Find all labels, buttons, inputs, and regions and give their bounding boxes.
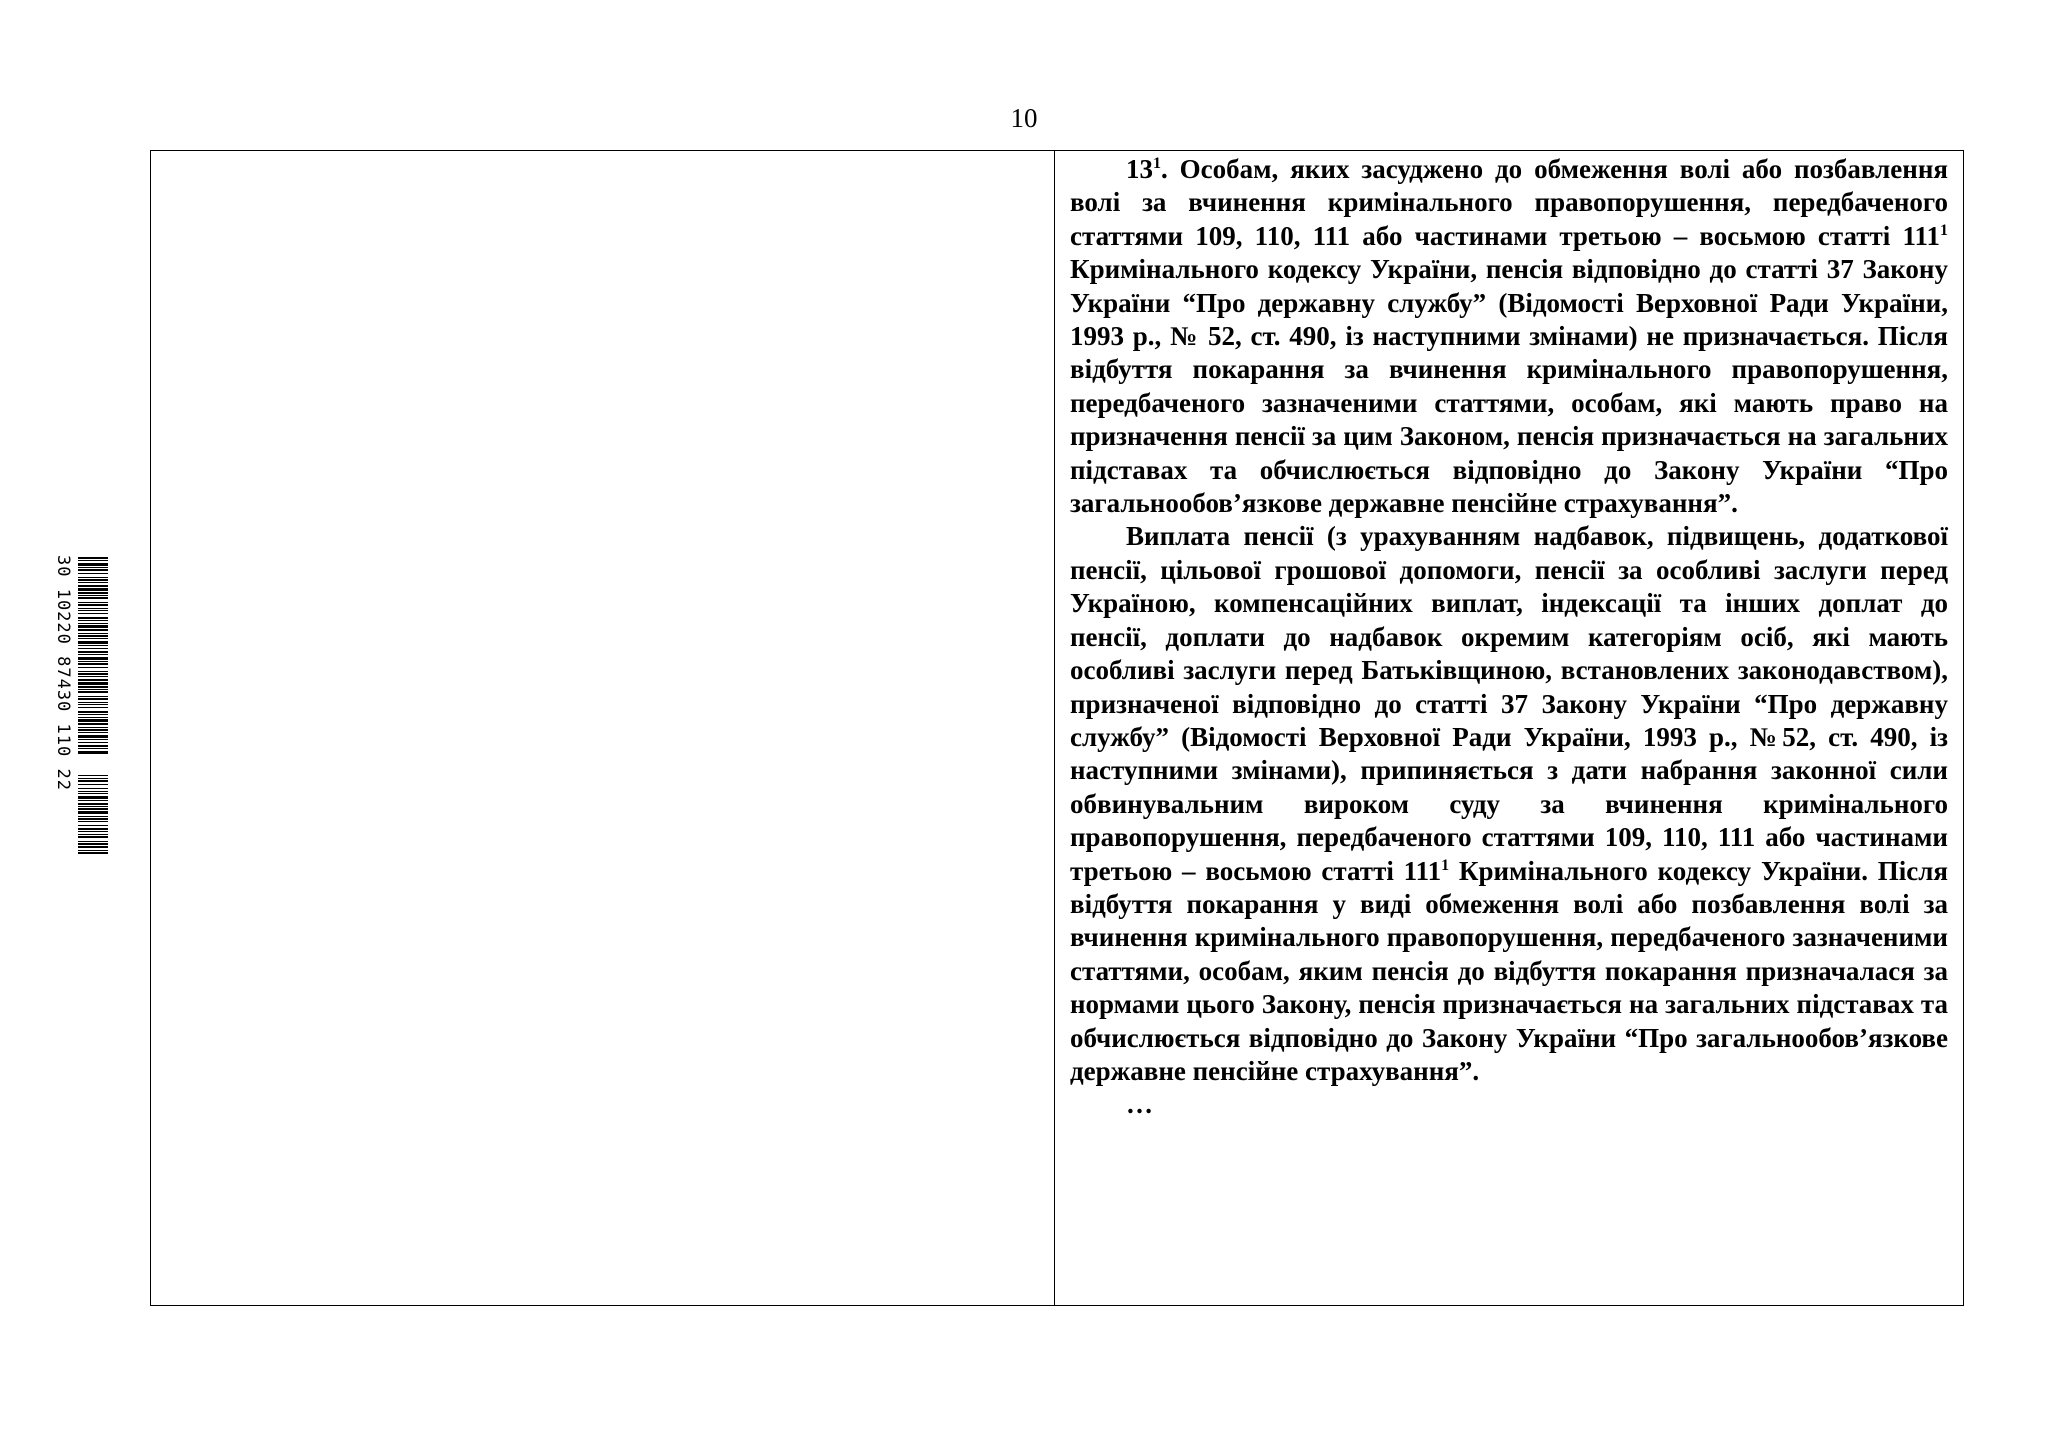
paragraph-text-part-1: . Особам, яких засуджено до обмеження волі або позбавлення волі за вчинення кримінального правопорушення, передбаченого статтями 109, 110, 111 або частинами третьою – восьмою статті 111: [1070, 154, 1948, 251]
paragraph-text-part-2: Кримінального кодексу України. Після відбуття покарання у виді обмеження волі або позбавлення волі за вчинення кримінального правопорушення, передбаченого зазначеними статтями, особам, яким пенсія до відбуття покарання призначалася за нормами цього Закону, пенсія призначається на загальних підставах та обчислюється відповідно до Закону України “Про загальнообов’язкове державне пенсійне страхування”.: [1070, 855, 1948, 1086]
barcode-text: 30 10220 87430 110 22: [53, 555, 73, 791]
table-left-column: [151, 151, 1055, 1305]
paragraph-number: 13: [1126, 154, 1153, 184]
article-superscript: 1: [1441, 856, 1450, 874]
paragraph-text-part-1: Виплата пенсії (з урахуванням надбавок, підвищень, додаткової пенсії, цільової грошової допомоги, пенсії за особливі заслуги перед Україною, компенсаційних виплат, індексації та інших доплат до пенсії, доплати до надбавок окремим категоріям осіб, які мають особливі заслуги перед Батьківщиною, встановлених законодавством), призначеної відповідно до статті 37 Закону України “Про державну службу” (Відомості Верховної Ради України, 1993 р., №52, ст. 490, із наступними змінами), припиняється з дати набрання законної сили обвинувальним вироком суду за вчинення кримінального правопорушення, передбаченого статтями 109, 110, 111 або частинами третьою – восьмою статті 111: [1070, 521, 1948, 886]
table-right-column: [1055, 151, 1963, 1305]
comparison-table: [150, 150, 1964, 1306]
paragraph-number-superscript: 1: [1153, 155, 1161, 172]
barcode: [52, 555, 112, 860]
paragraph-13-1: [1070, 153, 1948, 520]
paragraph-text-part-2: Кримінального кодексу України, пенсія відповідно до статті 37 Закону України “Про державну службу” (Відомості Верховної Ради України, 1993 р., № 52, ст. 490, із наступними змінами) не призначається. Після відбуття покарання за вчинення кримінального правопорушення, передбаченого зазначеними статтями, особам, які мають право на призначення пенсії за цим Законом, пенсія призначається на загальних підставах та обчислюється відповідно до Закону України “Про загальнообов’язкове державне пенсійне страхування”.: [1070, 254, 1948, 519]
article-superscript: 1: [1940, 221, 1948, 239]
barcode-icon: [78, 555, 108, 860]
page-number: 10: [1010, 103, 1038, 133]
paragraph-pension-payment: [1070, 520, 1948, 1088]
ellipsis: …: [1126, 1089, 1153, 1120]
